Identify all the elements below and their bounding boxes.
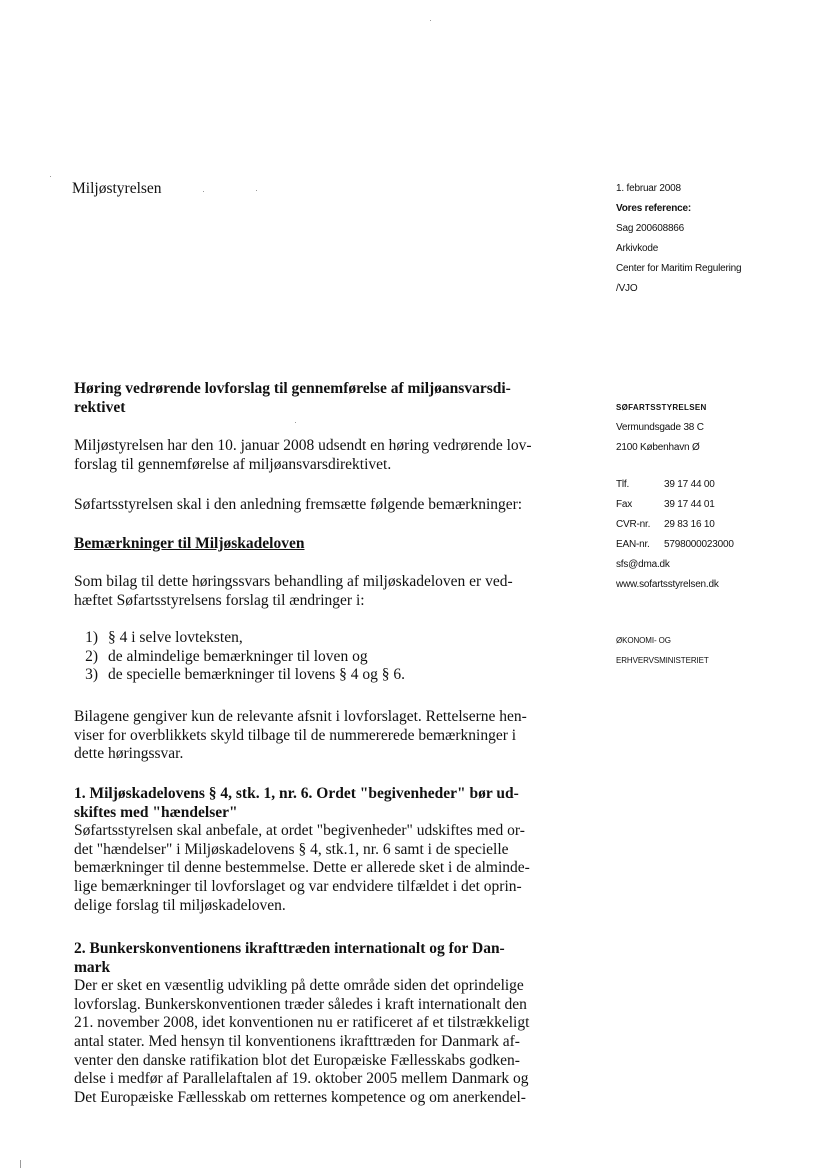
text-line: Søfartsstyrelsen skal anbefale, at ordet "begivenheder" udskiftes med or- [74, 822, 525, 840]
heading-line: 1. Miljøskadelovens § 4, stk. 1, nr. 6. Ordet "begivenheder" bør ud- [74, 785, 519, 802]
appendix-paragraph [74, 708, 566, 764]
text-line: Bilagene gengiver kun de relevante afsnit i lovforslaget. Rettelserne hen- [74, 708, 527, 725]
point-2-body [74, 977, 566, 1107]
recipient-name: Miljøstyrelsen [72, 180, 162, 197]
list-item [74, 648, 554, 667]
sender-block [616, 398, 821, 595]
scan-speck [430, 20, 431, 21]
text-line: dette høringssvar. [74, 745, 184, 763]
contact-label: CVR-nr. [616, 519, 651, 530]
department: Center for Maritim Regulering [616, 263, 742, 274]
contact-value: 5798000023000 [664, 539, 734, 550]
reference-label: Vores reference: [616, 203, 691, 214]
list-number: 2) [85, 647, 98, 665]
letter-subject [74, 380, 566, 417]
letter-meta [616, 179, 816, 299]
amendment-list [74, 629, 554, 685]
ministry-line: ØKONOMI- OG [616, 636, 671, 645]
initials: /VJO [616, 283, 638, 294]
heading-line: mark [74, 958, 111, 976]
bilag-paragraph [74, 573, 566, 610]
text-line: viser for overblikkets skyld tilbage til de nummererede bemærkninger i [74, 726, 517, 744]
scan-speck [203, 191, 204, 192]
sender-address-street: Vermundsgade 38 C [616, 422, 704, 433]
case-number: Sag 200608866 [616, 223, 685, 234]
contact-value: 39 17 44 00 [664, 479, 715, 490]
list-item [74, 666, 554, 685]
point-2 [74, 940, 566, 1107]
contact-ean [616, 535, 821, 555]
text-line: lovforslag. Bunkerskonventionen træder således i kraft internationalt den [74, 995, 527, 1013]
sender-website: www.sofartsstyrelsen.dk [616, 579, 719, 590]
heading-line: skiftes med "hændelser" [74, 803, 238, 821]
point-1 [74, 785, 566, 915]
point-2-heading [74, 940, 566, 977]
scan-speck [20, 1160, 21, 1168]
list-number: 1) [85, 629, 98, 646]
contact-cvr [616, 515, 821, 535]
text-line: venter den danske ratifikation blot det Europæiske Fællesskabs godken- [74, 1051, 520, 1069]
sender-org: SØFARTSSTYRELSEN [616, 403, 707, 412]
text-line: delige forslag til miljøskadeloven. [74, 896, 286, 914]
sender-address-city: 2100 København Ø [616, 442, 700, 453]
list-text: de specielle bemærkninger til lovens § 4 og § 6. [108, 666, 406, 684]
text-line: Som bilag til dette høringssvars behandling af miljøskadeloven er ved- [74, 573, 513, 590]
text-line: antal stater. Med hensyn til konventionens ikrafttræden for Danmark af- [74, 1032, 520, 1050]
text-line: Det Europæiske Fællesskab om retternes kompetence og om anerkendel- [74, 1088, 526, 1106]
text-line: Der er sket en væsentlig udvikling på dette område siden det oprindelige [74, 977, 524, 995]
ministry-name [616, 631, 709, 671]
text-line: bemærkninger til denne bestemmelse. Dette er allerede sket i de alminde- [74, 859, 530, 877]
archive-code: Arkivkode [616, 243, 659, 254]
point-1-heading [74, 785, 566, 822]
contact-label: EAN-nr. [616, 539, 650, 550]
list-text: § 4 i selve lovteksten, [108, 629, 243, 646]
remarks-intro: Søfartsstyrelsen skal i den anledning fremsætte følgende bemærkninger: [74, 496, 523, 513]
list-number: 3) [85, 666, 98, 684]
list-item [74, 629, 554, 648]
subject-line: rektivet [74, 398, 126, 416]
text-line: hæftet Søfartsstyrelsens forslag til ændringer i: [74, 591, 365, 609]
scan-speck [256, 190, 257, 191]
list-text: de almindelige bemærkninger til loven og [108, 647, 368, 665]
text-line: Miljøstyrelsen har den 10. januar 2008 udsendt en høring vedrørende lov- [74, 437, 532, 454]
text-line: 21. november 2008, idet konventionen nu er ratificeret af et tilstrækkeligt [74, 1014, 530, 1032]
text-line: lige bemærkninger til lovforslaget og var endvidere tilfældet i det oprin- [74, 877, 522, 895]
section-heading: Bemærkninger til Miljøskadeloven [74, 535, 305, 552]
subject-line: Høring vedrørende lovforslag til gennemførelse af miljøansvarsdi- [74, 380, 511, 397]
contact-label: Tlf. [616, 479, 630, 490]
contact-value: 29 83 16 10 [664, 519, 715, 530]
intro-paragraph [74, 437, 566, 474]
contact-phone [616, 475, 821, 495]
point-1-body [74, 822, 566, 915]
contact-value: 39 17 44 01 [664, 499, 715, 510]
contact-fax [616, 495, 821, 515]
text-line: det "hændelser" i Miljøskadelovens § 4, stk.1, nr. 6 samt i de specielle [74, 840, 509, 858]
ministry-line: ERHVERVSMINISTERIET [616, 656, 709, 665]
sender-email: sfs@dma.dk [616, 559, 670, 570]
scan-speck [295, 422, 296, 423]
letter-date: 1. februar 2008 [616, 183, 681, 194]
text-line: forslag til gennemførelse af miljøansvarsdirektivet. [74, 455, 392, 473]
contact-label: Fax [616, 499, 633, 510]
scan-speck [50, 176, 51, 177]
text-line: delse i medfør af Parallelaftalen af 19. oktober 2005 mellem Danmark og [74, 1070, 529, 1088]
heading-line: 2. Bunkerskonventionens ikrafttræden internationalt og for Dan- [74, 940, 505, 957]
